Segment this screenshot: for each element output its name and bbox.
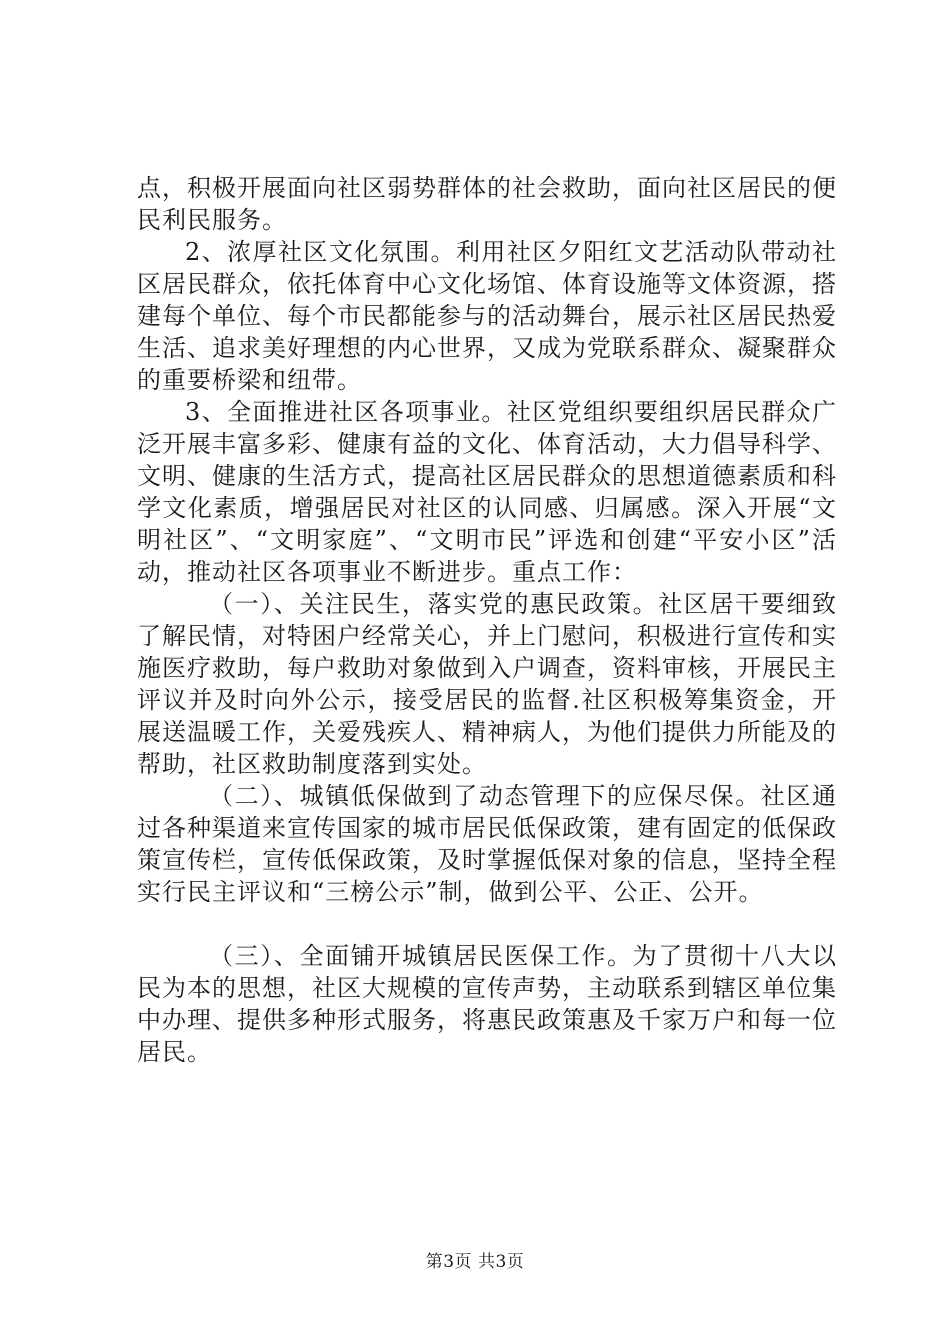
paragraph-continuation: 点，积极开展面向社区弱势群体的社会救助，面向社区居民的便民利民服务。 <box>137 174 837 234</box>
paragraph-community-affairs: 3、全面推进社区各项事业。社区党组织要组织居民群众广泛开展丰富多彩、健康有益的文化、体育活动，大力倡导科学、文明、健康的生活方式，提高社区居民群众的思想道德素质和科学文化素质，增强居民对社区的认同感、归属感。深入开展“文明社区”、“文明家庭”、“文明市民”评选和创建“平安小区”活动，推动社区各项事业不断进步。重点工作： <box>137 398 837 586</box>
paragraph-culture: 2、浓厚社区文化氛围。利用社区夕阳红文艺活动队带动社区居民群众，依托体育中心文化场馆、体育设施等文体资源，搭建每个单位、每个市民都能参与的活动舞台，展示社区居民热爱生活、追求美好理想的内心世界，又成为党联系群众、凝聚群众的重要桥梁和纽带。 <box>137 238 837 394</box>
paragraph-item-2: （二）、城镇低保做到了动态管理下的应保尽保。社区通过各种渠道来宣传国家的城市居民低保政策，建有固定的低保政策宣传栏，宣传低保政策，及时掌握低保对象的信息，坚持全程实行民主评议和“三榜公示”制，做到公平、公正、公开。 <box>137 782 837 906</box>
document-body <box>137 172 837 1068</box>
paragraph-item-1: （一）、关注民生，落实党的惠民政策。社区居干要细致了解民情，对特困户经常关心，并上门慰问，积极进行宣传和实施医疗救助，每户救助对象做到入户调查，资料审核，开展民主评议并及时向外公示，接受居民的监督.社区积极筹集资金，开展送温暖工作，关爱残疾人、精神病人，为他们提供力所能及的帮助，社区救助制度落到实处。 <box>137 590 837 778</box>
page-number: 第3页 共3页 <box>425 1252 525 1272</box>
paragraph-item-3: （三）、全面铺开城镇居民医保工作。为了贯彻十八大以民为本的思想，社区大规模的宣传声势，主动联系到辖区单位集中办理、提供多种形式服务，将惠民政策惠及千家万户和每一位居民。 <box>137 942 837 1066</box>
